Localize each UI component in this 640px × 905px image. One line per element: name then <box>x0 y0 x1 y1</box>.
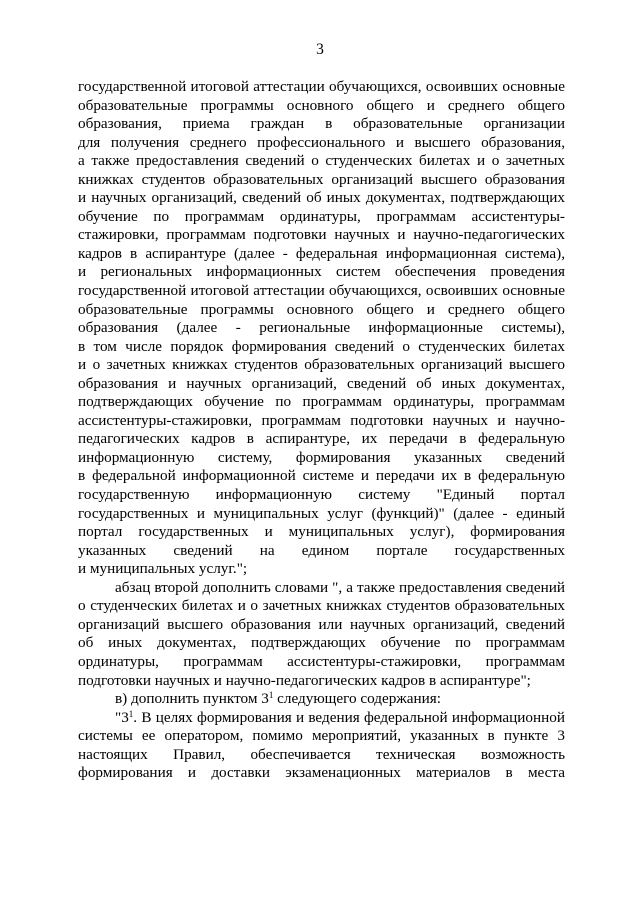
text-line <box>78 709 565 728</box>
text-line: и региональных информационных систем обеспечения проведения <box>78 263 565 281</box>
text-line: стажировки, программам подготовки научных и научно-педагогических <box>78 226 565 244</box>
paragraph-4 <box>78 709 565 783</box>
page-number: 3 <box>316 41 324 58</box>
text-line: для получения среднего профессионального и высшего образования, <box>78 133 565 151</box>
text-line: портал государственных и муниципальных услуг), формирования <box>78 523 565 541</box>
text-line: указанных сведений на едином портале государственных <box>78 541 565 559</box>
text-segment: "3 <box>115 708 129 726</box>
text-line: государственных и муниципальных услуг (функций)" (далее - единый <box>78 504 565 522</box>
text-line: государственной итоговой аттестации обучающихся, освоивших основные <box>78 282 565 300</box>
paragraph-3 <box>78 690 565 709</box>
superscript: 1 <box>268 690 274 701</box>
text-line <box>78 690 565 709</box>
text-line: государственной итоговой аттестации обучающихся, освоивших основные <box>78 78 565 95</box>
text-line: абзац второй дополнить словами ", а также предоставления сведений <box>115 578 565 596</box>
text-segment: в) дополнить пунктом 3 <box>115 690 269 708</box>
text-segment: следующего содержания: <box>273 690 441 708</box>
text-line: обучение по программам ординатуры, программам ассистентуры- <box>78 207 565 225</box>
text-line: государственную информационную систему "Единый портал <box>78 486 565 504</box>
text-line: в том числе порядок формирования сведений о студенческих билетах <box>78 337 565 355</box>
text-line: системы ее оператором, помимо мероприятий, указанных в пункте 3 <box>78 727 565 745</box>
text-line: об иных документах, подтверждающих обучение по программам <box>78 634 565 652</box>
paragraph-1 <box>78 78 565 579</box>
text-line: ординатуры, программам ассистентуры-стажировки, программам <box>78 652 565 670</box>
text-line: образования и научных организаций, сведений об иных документах, <box>78 374 565 392</box>
text-line: образования (далее - региональные информационные системы), <box>78 319 565 337</box>
text-line: ассистентуры-стажировки, программам подготовки научных и научно- <box>78 411 565 429</box>
text-line: образовательные программы основного общего и среднего общего <box>78 96 565 114</box>
superscript: 1 <box>128 708 134 719</box>
text-line: о студенческих билетах и о зачетных книжках студентов образовательных <box>78 597 565 615</box>
paragraph-2 <box>78 579 565 690</box>
text-line: образования, приема граждан в образовательные организации <box>78 115 565 133</box>
text-line: педагогических кадров в аспирантуре, их передачи в федеральную <box>78 430 565 448</box>
text-line: информационную систему, формирования указанных сведений <box>78 448 565 466</box>
text-line: а также предоставления сведений о студенческих билетах и о зачетных <box>78 152 565 170</box>
text-line: организаций высшего образования или научных организаций, сведений <box>78 615 565 633</box>
document-body <box>78 78 565 783</box>
text-line: кадров в аспирантуре (далее - федеральная информационная система), <box>78 244 565 262</box>
text-line: и муниципальных услуг."; <box>78 560 248 578</box>
text-line: настоящих Правил, обеспечивается техническая возможность <box>78 745 565 763</box>
text-line: и научных организаций, сведений об иных документах, подтверждающих <box>78 189 565 207</box>
text-line: и о зачетных книжках студентов образовательных организаций высшего <box>78 356 565 374</box>
text-segment: . В целях формирования и ведения федеральной информационной <box>133 708 565 726</box>
text-line: формирования и доставки экзаменационных материалов в места <box>78 764 565 782</box>
text-line: образовательные программы основного общего и среднего общего <box>78 300 565 318</box>
text-line: подготовки научных и научно-педагогических кадров в аспирантуре"; <box>78 671 531 689</box>
text-line: книжках студентов образовательных организаций высшего образования <box>78 170 565 188</box>
text-line: в федеральной информационной системе и передачи их в федеральную <box>78 467 565 485</box>
text-line: подтверждающих обучение по программам ординатуры, программам <box>78 393 565 411</box>
